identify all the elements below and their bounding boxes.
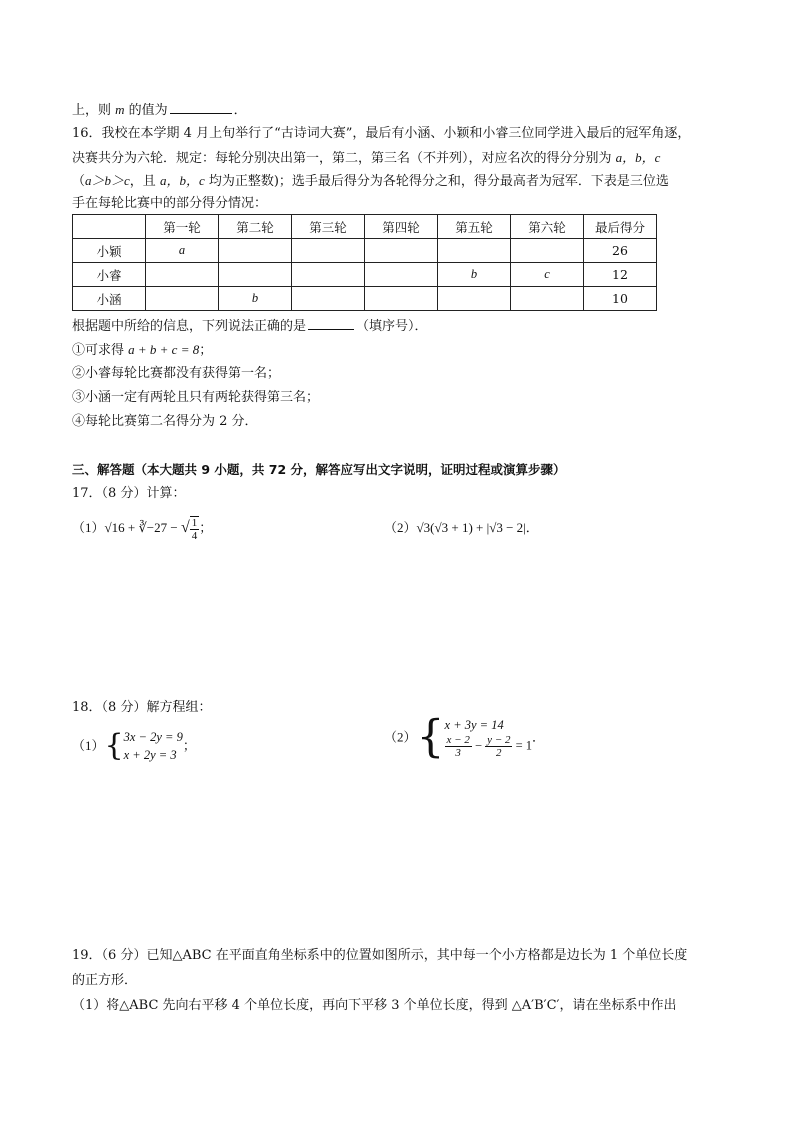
table-cell-total: 26 <box>584 239 657 263</box>
q16-option-2: ②小睿每轮比赛都没有获得第一名； <box>72 366 281 381</box>
table-cell-name: 小睿 <box>73 263 146 287</box>
q17-p2-expr: √3(√3 + 1) + |√3 − 2| <box>416 520 526 535</box>
q16-line2-vars: a，b，c <box>615 150 661 165</box>
q19-line2: 的正方形． <box>72 973 138 988</box>
table-cell <box>292 263 365 287</box>
q16-line3-vars: a，b，c <box>159 173 205 188</box>
q16-condition: a＞b＞c <box>85 173 130 188</box>
q17-title: 17．（8 分）计算： <box>72 486 186 501</box>
q18-p1-end: ； <box>182 738 196 753</box>
table-cell-total: 12 <box>584 263 657 287</box>
table-cell-name: 小颖 <box>73 239 146 263</box>
answer-blank[interactable] <box>308 316 354 330</box>
q18-title: 18．（8 分）解方程组： <box>72 700 212 715</box>
q18-p2-label: （2） <box>384 729 417 745</box>
q16-line2-text: 决赛共分为六轮．规定：每轮分别决出第一，第二，第三名（不并列），对应名次的得分分别为 <box>72 151 616 166</box>
table-cell <box>511 239 584 263</box>
q18-p1-system <box>124 728 183 764</box>
brace-icon: { <box>104 728 124 763</box>
table-cell <box>146 287 219 311</box>
fraction <box>445 734 472 759</box>
q16-line3-text-a: ，且 <box>129 174 160 189</box>
q15-end: ． <box>233 103 247 118</box>
brace-icon: { <box>416 711 445 763</box>
q16-line2 <box>72 148 660 169</box>
table-cell <box>438 287 511 311</box>
table-cell <box>438 239 511 263</box>
table-cell-total: 10 <box>584 287 657 311</box>
q16-option-3: ③小涵一定有两轮且只有两轮获得第三名； <box>72 390 320 405</box>
fraction-denominator: 3 <box>455 747 461 759</box>
q16-prompt <box>72 316 428 337</box>
equation <box>445 734 533 759</box>
table-cell <box>219 263 292 287</box>
minus-sign: − <box>471 738 486 753</box>
fraction-denominator: 4 <box>191 530 198 542</box>
fraction-numerator: y − 2 <box>487 734 511 746</box>
table-header-cell <box>73 215 146 239</box>
q19-line1: 19．（6 分）已知△ABC 在平面直角坐标系中的位置如图所示，其中每一个小方格都是边长为 1 个单位长度 <box>72 948 688 963</box>
table-cell <box>292 239 365 263</box>
q16-prompt-text: 根据题中所给的信息，下列说法正确的是 <box>72 319 307 334</box>
q17-p2-end: ． <box>525 520 539 535</box>
fraction-denominator: 2 <box>496 747 502 759</box>
score-table <box>72 214 657 311</box>
q18-p1-label: （1） <box>72 738 105 753</box>
table-row <box>73 287 657 311</box>
equation: x + 2y = 3 <box>123 748 177 762</box>
table-header-cell: 第六轮 <box>511 215 584 239</box>
section-title: 三、解答题（本大题共 9 小题，共 72 分，解答应写出文字说明，证明过程或演算步骤） <box>72 462 566 477</box>
table-cell <box>365 287 438 311</box>
sqrt-sign: √ <box>180 518 190 536</box>
option1-expr: a + b + c = 8 <box>128 342 200 357</box>
q16-prompt-end: （填序号）． <box>356 319 428 334</box>
q18-part1 <box>72 728 196 764</box>
table-header-row <box>73 215 657 239</box>
q16-paren-open: （ <box>72 174 86 189</box>
q17-p1-label: （1） <box>72 519 105 535</box>
table-header-cell: 第四轮 <box>365 215 438 239</box>
table-cell <box>292 287 365 311</box>
q16-line1: 16．我校在本学期 4 月上旬举行了“古诗词大赛”，最后有小涵、小颖和小睿三位同学进入最后的冠军角逐， <box>72 126 691 141</box>
q16-line3 <box>72 171 669 192</box>
fraction-numerator: 1 <box>191 517 198 529</box>
table-cell-name: 小涵 <box>73 287 146 311</box>
q15-var: m <box>115 102 125 117</box>
table-cell: b <box>438 263 511 287</box>
table-cell: a <box>146 239 219 263</box>
q15-prefix: 上，则 <box>72 103 116 118</box>
option1-text: ①可求得 <box>72 343 129 358</box>
table-cell <box>365 239 438 263</box>
equation: x + 3y = 14 <box>444 718 504 732</box>
q18-part2 <box>384 711 546 763</box>
q15-suffix: 的值为 <box>124 103 168 118</box>
q18-p2-end: ． <box>532 729 546 745</box>
q16-line3-text-b: 均为正整数)；选手最后得分为各轮得分之和，得分最高者为冠军．下表是三位选 <box>204 174 669 189</box>
table-row <box>73 239 657 263</box>
fraction-numerator: x − 2 <box>446 734 470 746</box>
q17-p2-label: （2） <box>384 520 417 535</box>
q16-line4: 手在每轮比赛中的部分得分情况： <box>72 196 268 211</box>
q19-line3: （1）将△ABC 先向右平移 4 个单位长度，再向下平移 3 个单位长度，得到 △A′B′C′，请在坐标系中作出 <box>72 998 677 1013</box>
table-row <box>73 263 657 287</box>
table-cell <box>219 239 292 263</box>
q17-p1-expr: √16 + ∛−27 − <box>104 519 181 535</box>
answer-blank[interactable] <box>170 100 232 114</box>
table-header-cell: 第一轮 <box>146 215 219 239</box>
fraction <box>485 734 512 759</box>
q18-p2-system <box>445 716 533 759</box>
q17-part1 <box>72 516 212 542</box>
table-header-cell: 第二轮 <box>219 215 292 239</box>
q17-p1-fraction <box>190 516 200 542</box>
table-header-cell: 第五轮 <box>438 215 511 239</box>
q16-option-1 <box>72 340 212 361</box>
table-cell: c <box>511 263 584 287</box>
equation-tail: = 1 <box>512 738 533 753</box>
table-cell <box>365 263 438 287</box>
equation: 3x − 2y = 9 <box>123 730 183 744</box>
q15-tail <box>72 100 247 121</box>
table-cell <box>146 263 219 287</box>
table-cell: b <box>219 287 292 311</box>
q17-p1-end: ； <box>199 519 213 535</box>
table-cell <box>511 287 584 311</box>
q17-part2 <box>384 518 539 538</box>
table-header-cell: 第三轮 <box>292 215 365 239</box>
option1-end: ； <box>199 343 213 358</box>
table-header-cell: 最后得分 <box>584 215 657 239</box>
q16-option-4: ④每轮比赛第二名得分为 2 分． <box>72 414 258 429</box>
